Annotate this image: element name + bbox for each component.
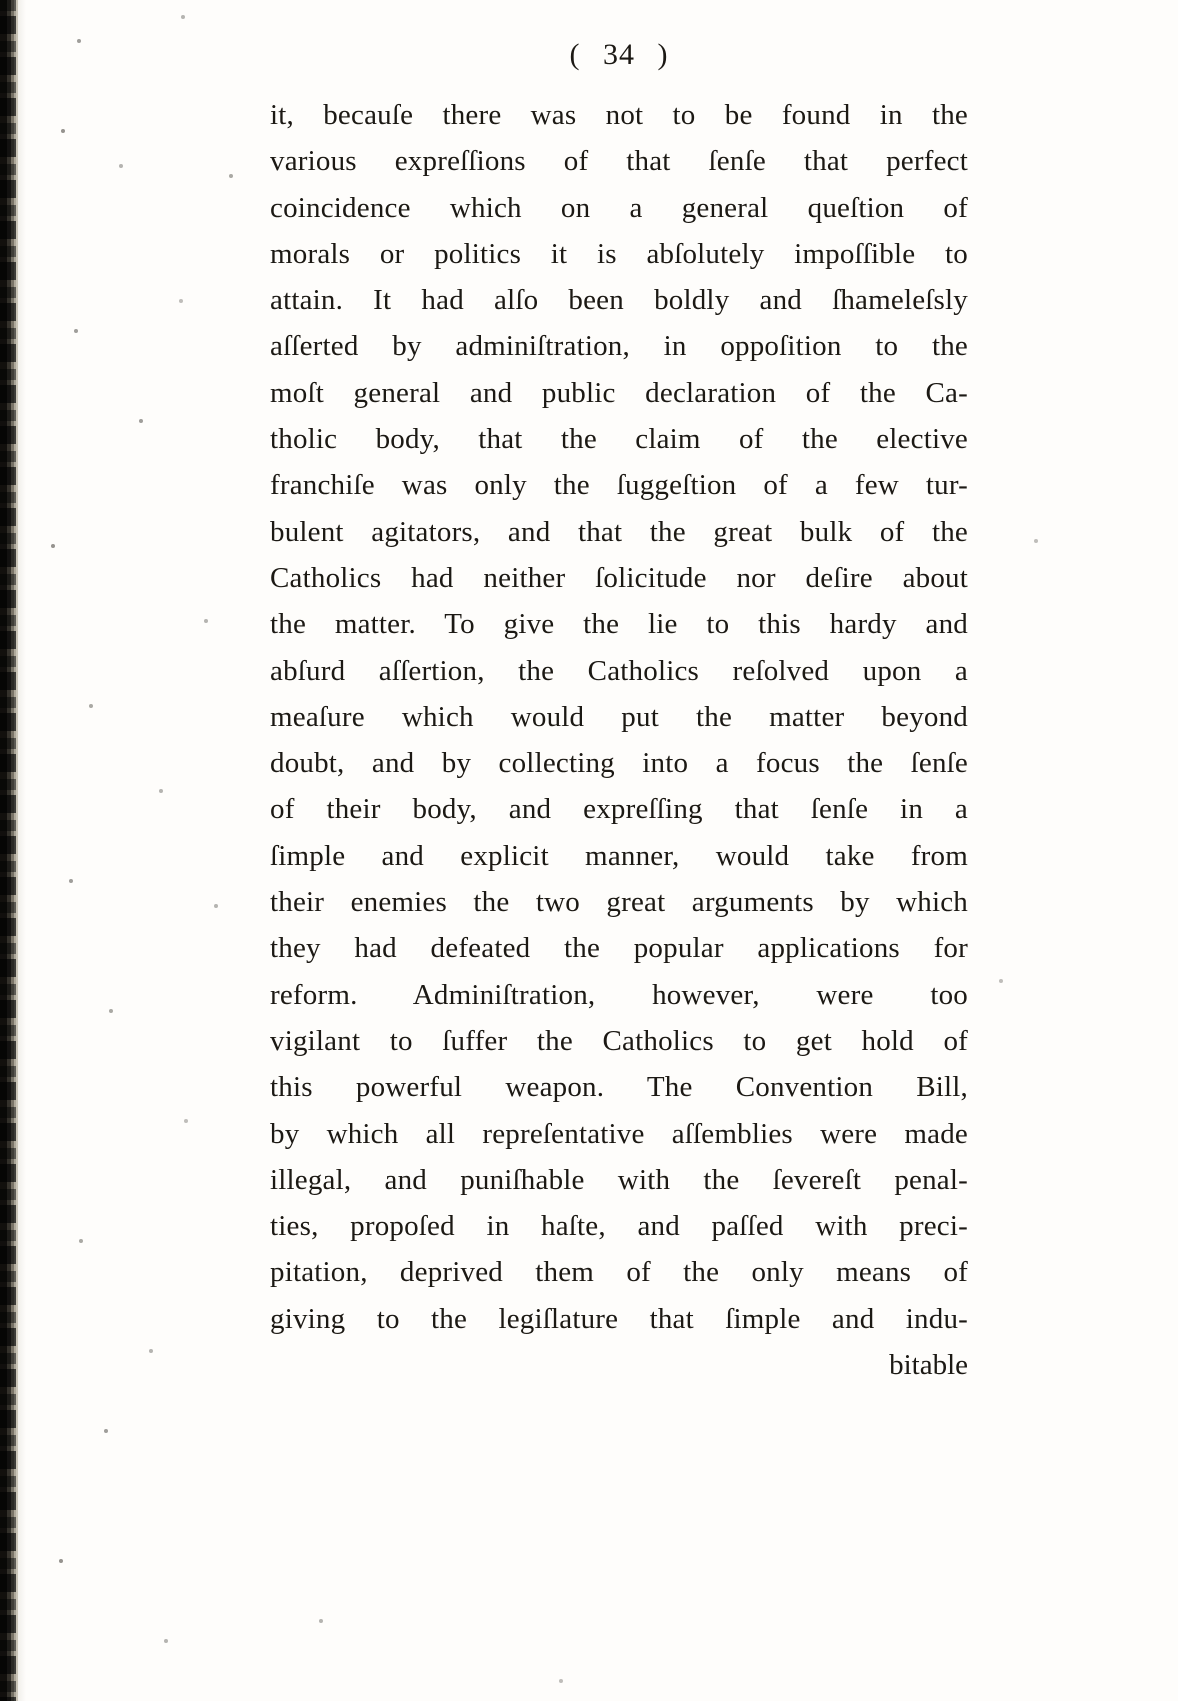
text-line: doubt, and by collecting into a focus the ſenſe: [270, 747, 968, 780]
text-line: bulent agitators, and that the great bulk of the: [270, 515, 968, 548]
text-line: this powerful weapon. The Convention Bill,: [270, 1071, 968, 1104]
text-line: abſurd aſſertion, the Catholics reſolved upon a: [270, 654, 968, 687]
text-line: by which all repreſentative aſſemblies were made: [270, 1117, 968, 1150]
text-line: coincidence which on a general queſtion of: [270, 191, 968, 224]
text-line: morals or politics it is abſolutely impoſſible to: [270, 237, 968, 270]
text-line: it, becauſe there was not to be found in the: [270, 99, 968, 131]
body-text: [270, 92, 968, 1342]
text-line: ties, propoſed in haſte, and paſſed with preci-: [270, 1210, 968, 1243]
text-line: meaſure which would put the matter beyond: [270, 700, 968, 733]
text-line: giving to the legiſlature that ſimple and indu-: [270, 1302, 968, 1335]
text-line: moſt general and public declaration of the Ca-: [270, 376, 968, 409]
catchword: bitable: [889, 1349, 968, 1382]
text-line: various expreſſions of that ſenſe that perfect: [270, 145, 968, 178]
text-line: their enemies the two great arguments by which: [270, 886, 968, 919]
text-line: the matter. To give the lie to this hardy and: [270, 608, 968, 641]
text-line: illegal, and puniſhable with the ſevereſt penal-: [270, 1163, 968, 1196]
scan-gutter-noise: [0, 0, 16, 1701]
text-line: vigilant to ſuffer the Catholics to get hold of: [270, 1024, 968, 1057]
text-line: Catholics had neither ſolicitude nor deſire about: [270, 561, 968, 594]
scan-speckles: [0, 0, 2, 2]
text-line: of their body, and expreſſing that ſenſe in a: [270, 793, 968, 826]
text-column: [270, 30, 968, 1388]
page-number-header: ( 34 ): [569, 38, 669, 71]
text-line: attain. It had alſo been boldly and ſhameleſsly: [270, 284, 968, 317]
text-line: reform. Adminiſtration, however, were too: [270, 978, 968, 1011]
text-line: pitation, deprived them of the only means of: [270, 1256, 968, 1289]
text-line: ſimple and explicit manner, would take from: [270, 839, 968, 872]
text-line: franchiſe was only the ſuggeſtion of a few tur-: [270, 469, 968, 502]
text-line: tholic body, that the claim of the elective: [270, 423, 968, 456]
text-line: aſſerted by adminiſtration, in oppoſition to the: [270, 330, 968, 363]
text-line: they had defeated the popular applications for: [270, 932, 968, 965]
